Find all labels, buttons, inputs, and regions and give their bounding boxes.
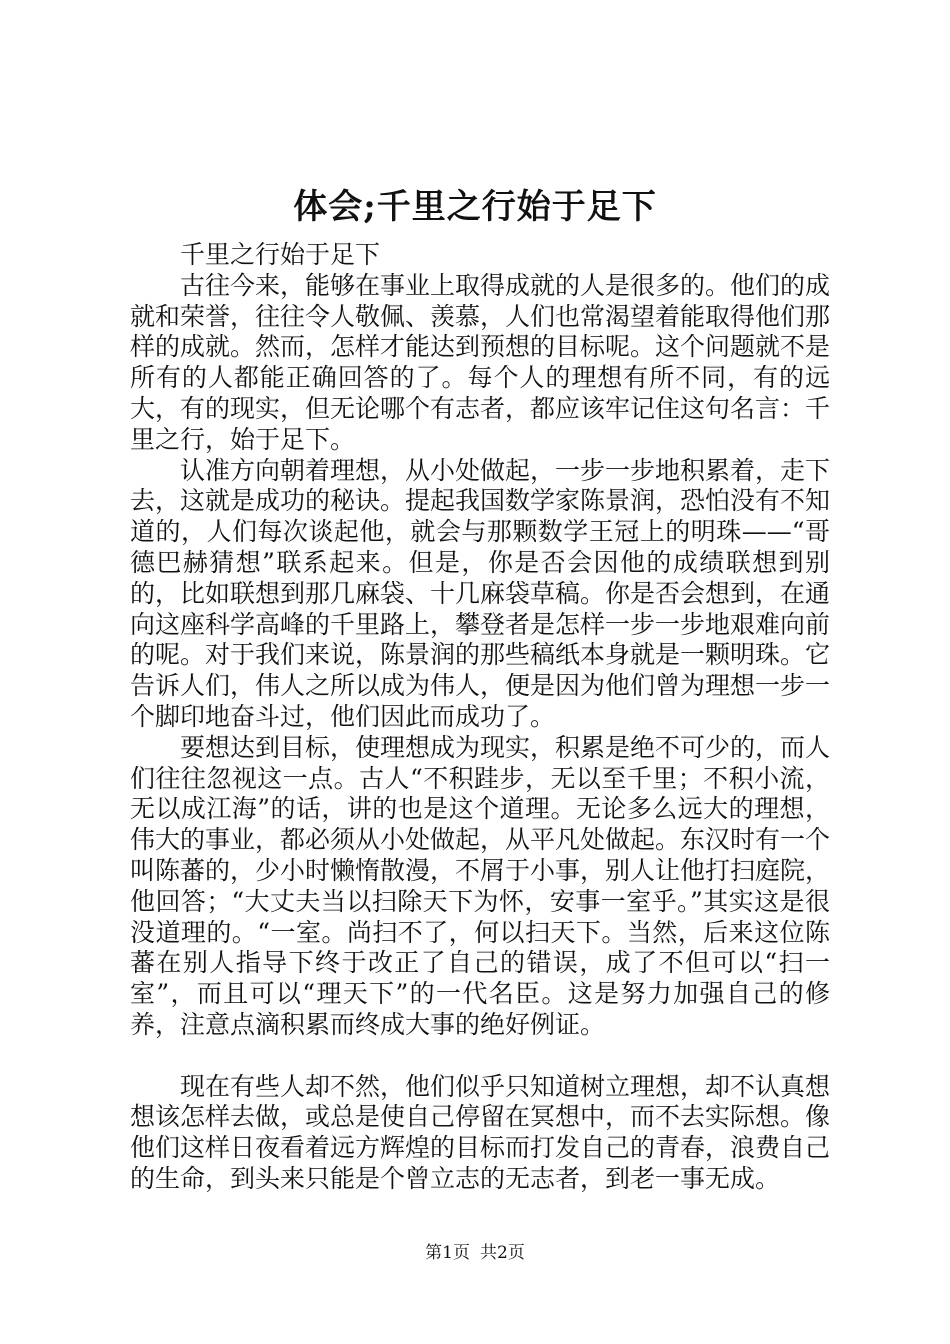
document-title: 体会;千里之行始于足下 (293, 187, 657, 227)
page-total: 共2页 (480, 1243, 525, 1263)
paragraph-1: 古往今来，能够在事业上取得成就的人是很多的。他们的成就和荣誉，往往令人敬佩、羡慕，人们也常渴望着能取得他们那样的成就。然而，怎样才能达到预想的目标呢。这个问题就不是所有的人都能正确回答的了。每个人的理想有所不同，有的远大，有的现实，但无论哪个有志者，都应该牢记住这句名言：千里之行，始于足下。 (130, 270, 831, 454)
paragraph-spacer (130, 1041, 830, 1072)
section-heading: 千里之行始于足下 (180, 240, 381, 269)
paragraph-3: 要想达到目标，使理想成为现实，积累是绝不可少的，而人们往往忽视这一点。古人“不积跬步，无以至千里；不积小流，无以成江海”的话，讲的也是这个道理。无论多么远大的理想，伟大的事业，都必须从小处做起，从平凡处做起。东汉时有一个叫陈蕃的，少小时懒惰散漫，不屑于小事，别人让他打扫庭院，他回答；“大丈夫当以扫除天下为怀，安事一室乎。”其实这是很没道理的。“一室。尚扫不了，何以扫天下。当然，后来这位陈蕃在别人指导下终于改正了自己的错误，成了不但可以“扫一室”，而且可以“理天下”的一代名臣。这是努力加强自己的修养，注意点滴积累而终成大事的绝好例证。 (130, 732, 831, 1039)
page-number: 第1页 (425, 1243, 470, 1263)
page-footer (0, 1242, 950, 1264)
paragraph-2: 认准方向朝着理想，从小处做起，一步一步地积累着，走下去，这就是成功的秘诀。提起我国数学家陈景润，恐怕没有不知道的，人们每次谈起他，就会与那颗数学王冠上的明珠——“哥德巴赫猜想”联系起来。但是，你是否会因他的成绩联想到别的，比如联想到那几麻袋、十几麻袋草稿。你是否会想到，在通向这座科学高峰的千里路上，攀登者是怎样一步一步地艰难向前的呢。对于我们来说，陈景润的那些稿纸本身就是一颗明珠。它告诉人们，伟人之所以成为伟人，便是因为他们曾为理想一步一个脚印地奋斗过，他们因此而成功了。 (130, 455, 831, 731)
document-body (130, 240, 830, 1195)
paragraph-4: 现在有些人却不然，他们似乎只知道树立理想，却不认真想想该怎样去做，或总是使自己停留在冥想中，而不去实际想。像他们这样日夜看着远方辉煌的目标而打发自己的青春，浪费自己的生命，到头来只能是个曾立志的无志者，到老一事无成。 (130, 1071, 831, 1193)
